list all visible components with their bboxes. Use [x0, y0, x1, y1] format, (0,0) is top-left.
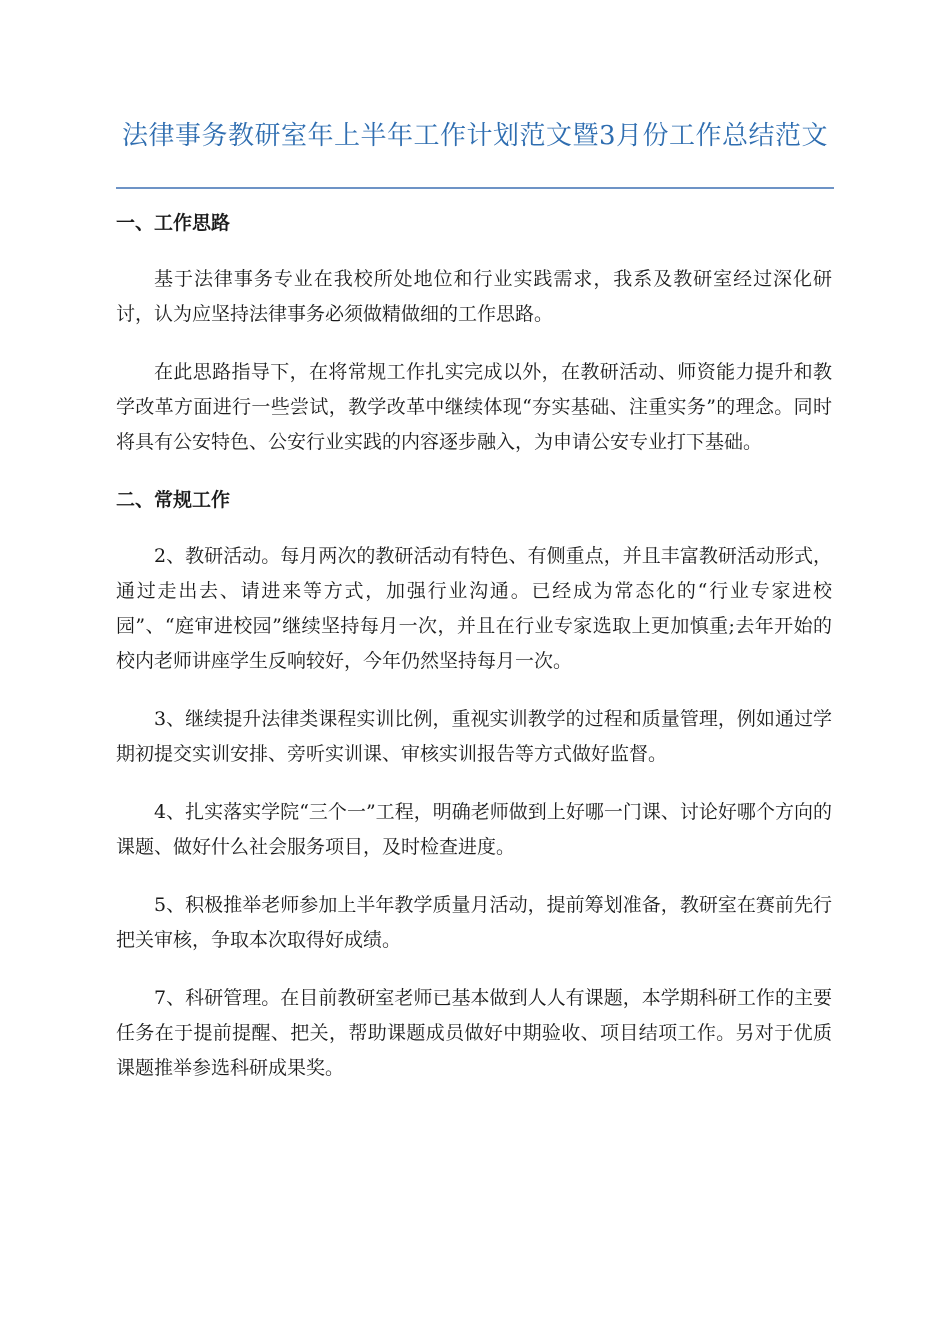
document-title: 法律事务教研室年上半年工作计划范文暨3月份工作总结范文 — [121, 121, 829, 151]
paragraph: 基于法律事务专业在我校所处地位和行业实践需求，我系及教研室经过深化研讨，认为应坚持法律事务必须做精做细的工作思路。 — [116, 268, 832, 325]
section-routine-work — [116, 483, 832, 1086]
section-work-approach — [116, 206, 832, 460]
section-heading: 二、常规工作 — [116, 489, 231, 511]
paragraph: 3、继续提升法律类课程实训比例，重视实训教学的过程和质量管理，例如通过学期初提交实训安排、旁听实训课、审核实训报告等方式做好监督。 — [116, 708, 832, 765]
paragraph: 在此思路指导下，在将常规工作扎实完成以外，在教研活动、师资能力提升和教学改革方面进行一些尝试，教学改革中继续体现“夯实基础、注重实务”的理念。同时将具有公安特色、公安行业实践的内容逐步融入，为申请公安专业打下基础。 — [116, 361, 832, 453]
paragraph: 2、教研活动。每月两次的教研活动有特色、有侧重点，并且丰富教研活动形式，通过走出去、请进来等方式，加强行业沟通。已经成为常态化的“行业专家进校园”、“庭审进校园”继续坚持每月一次，并且在行业专家选取上更加慎重;去年开始的校内老师讲座学生反响较好，今年仍然坚持每月一次。 — [116, 545, 832, 672]
document-body — [116, 206, 832, 1109]
section-heading: 一、工作思路 — [116, 212, 231, 234]
paragraph: 7、科研管理。在目前教研室老师已基本做到人人有课题，本学期科研工作的主要任务在于提前提醒、把关，帮助课题成员做好中期验收、项目结项工作。另对于优质课题推举参选科研成果奖。 — [116, 987, 832, 1079]
paragraph: 5、积极推举老师参加上半年教学质量月活动，提前筹划准备，教研室在赛前先行把关审核，争取本次取得好成绩。 — [116, 894, 832, 951]
paragraph: 4、扎实落实学院“三个一”工程，明确老师做到上好哪一门课、讨论好哪个方向的课题、做好什么社会服务项目，及时检查进度。 — [116, 801, 832, 858]
title-underline — [116, 187, 834, 189]
